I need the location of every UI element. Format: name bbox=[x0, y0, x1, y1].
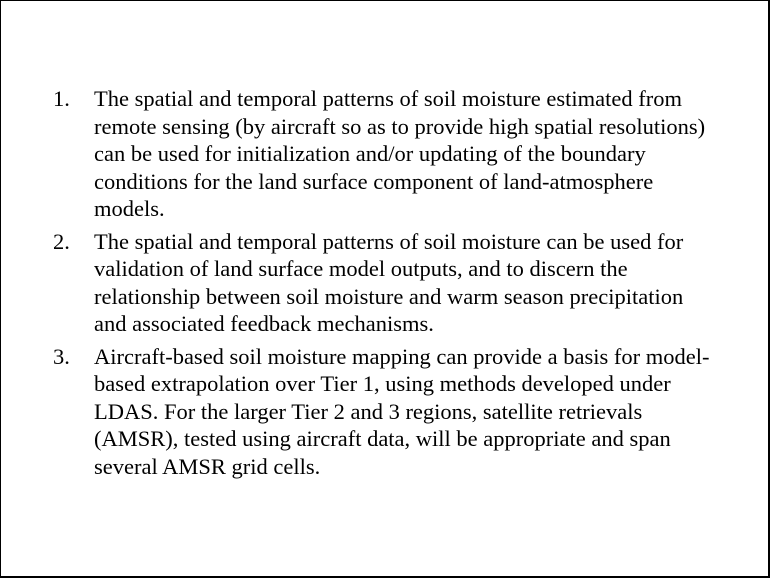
list-item-number: 3. bbox=[53, 343, 70, 369]
list-item bbox=[53, 343, 713, 481]
numbered-list bbox=[53, 85, 713, 480]
list-item-number: 1. bbox=[53, 86, 70, 111]
list-item bbox=[53, 85, 713, 223]
list-item-number: 2. bbox=[53, 228, 70, 254]
list-item-text: Aircraft-based soil moisture mapping can provide a basis for model-based extrapolation over Tier 1, using methods developed under LDAS. For the larger Tier 2 and 3 regions, satellite retrievals (AMSR), tested using aircraft data, will be appropriate and span several AMSR grid cells. bbox=[94, 343, 710, 479]
list-item bbox=[53, 228, 713, 338]
list-item-text: The spatial and temporal patterns of soil moisture can be used for validation of land surface model outputs, and to discern the relationship between soil moisture and warm season precipitation and associated feedback mechanisms. bbox=[94, 228, 684, 336]
list-item-text: The spatial and temporal patterns of soil moisture estimated from remote sensing (by aircraft so as to provide high spatial resolutions) can be used for initialization and/or updating of the boundary conditions for the land surface component of land-atmosphere models. bbox=[94, 86, 706, 221]
slide-content bbox=[53, 85, 713, 485]
